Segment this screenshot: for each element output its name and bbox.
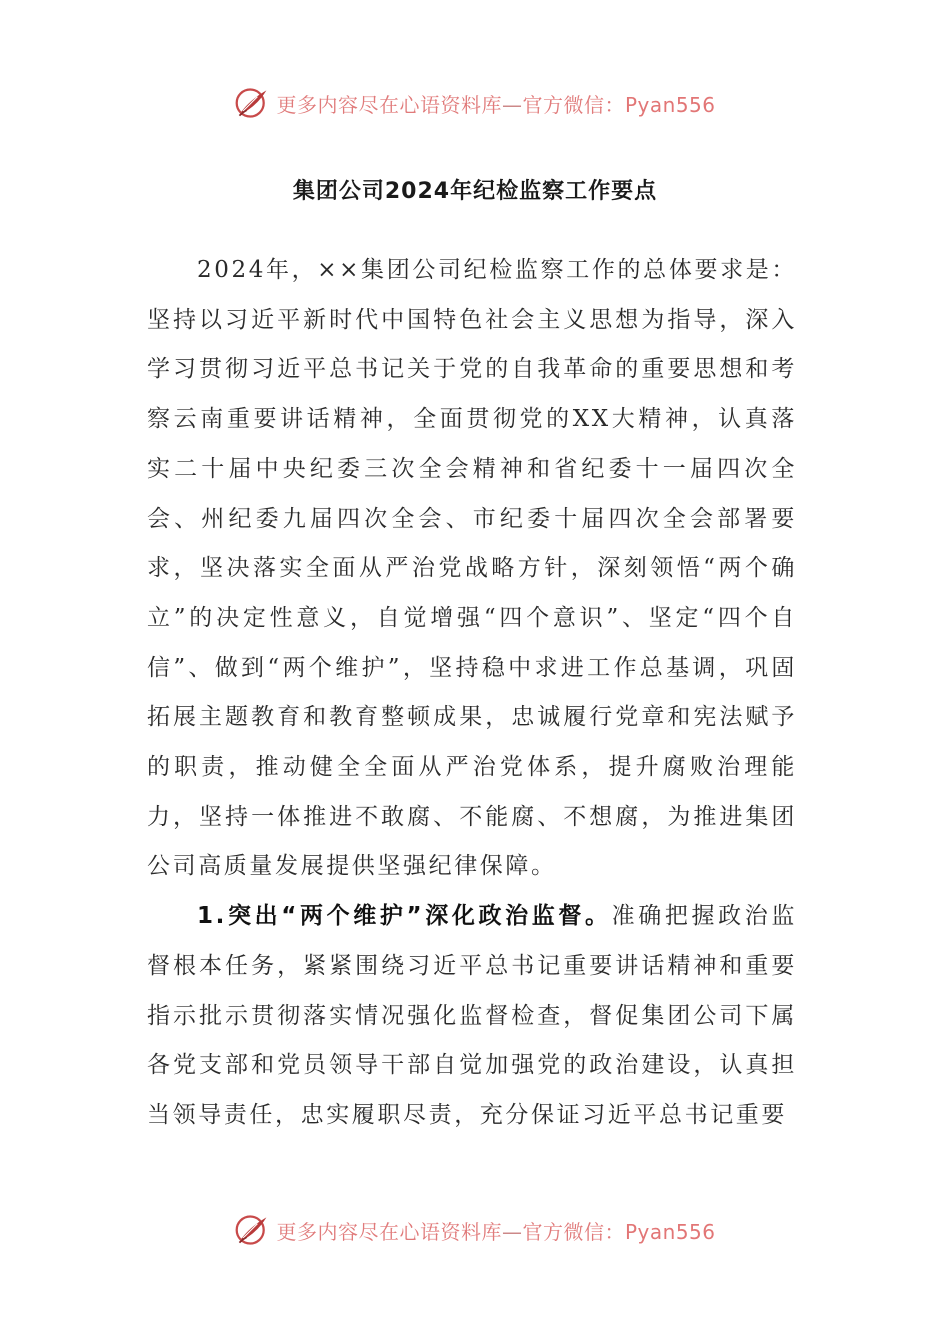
document-title: 集团公司2024年纪检监察工作要点 <box>292 179 658 204</box>
document-body <box>147 246 797 1141</box>
quill-logo-icon <box>234 85 270 121</box>
watermark-text: 更多内容尽在心语资料库—官方微信：Pyan556 <box>276 92 716 117</box>
section-1-text: 准确把握政治监督根本任务，紧紧围绕习近平总书记重要讲话精神和重要指示批示贯彻落实情况强化监督检查，督促集团公司下属各党支部和党员领导干部自觉加强党的政治建设，认真担当领导责任，忠实履职尽责，充分保证习近平总书记重要 <box>147 903 797 1128</box>
section-1-heading: 1.突出“两个维护”深化政治监督。 <box>197 903 612 930</box>
quill-logo-icon <box>234 1212 270 1248</box>
section-1-paragraph <box>147 892 797 1141</box>
watermark-footer <box>0 1210 950 1250</box>
watermark-text: 更多内容尽在心语资料库—官方微信：Pyan556 <box>276 1219 716 1244</box>
intro-paragraph: 2024年，××集团公司纪检监察工作的总体要求是：坚持以习近平新时代中国特色社会主义思想为指导，深入学习贯彻习近平总书记关于党的自我革命的重要思想和考察云南重要讲话精神，全面贯彻党的XX大精神，认真落实二十届中央纪委三次全会精神和省纪委十一届四次全会、州纪委九届四次全会、市纪委十届四次全会部署要求，坚决落实全面从严治党战略方针，深刻领悟“两个确立”的决定性意义，自觉增强“四个意识”、坚定“四个自信”、做到“两个维护”，坚持稳中求进工作总基调，巩固拓展主题教育和教育整顿成果，忠诚履行党章和宪法赋予的职责，推动健全全面从严治党体系，提升腐败治理能力，坚持一体推进不敢腐、不能腐、不想腐，为推进集团公司高质量发展提供坚强纪律保障。 <box>147 257 797 880</box>
watermark-header <box>0 83 950 123</box>
